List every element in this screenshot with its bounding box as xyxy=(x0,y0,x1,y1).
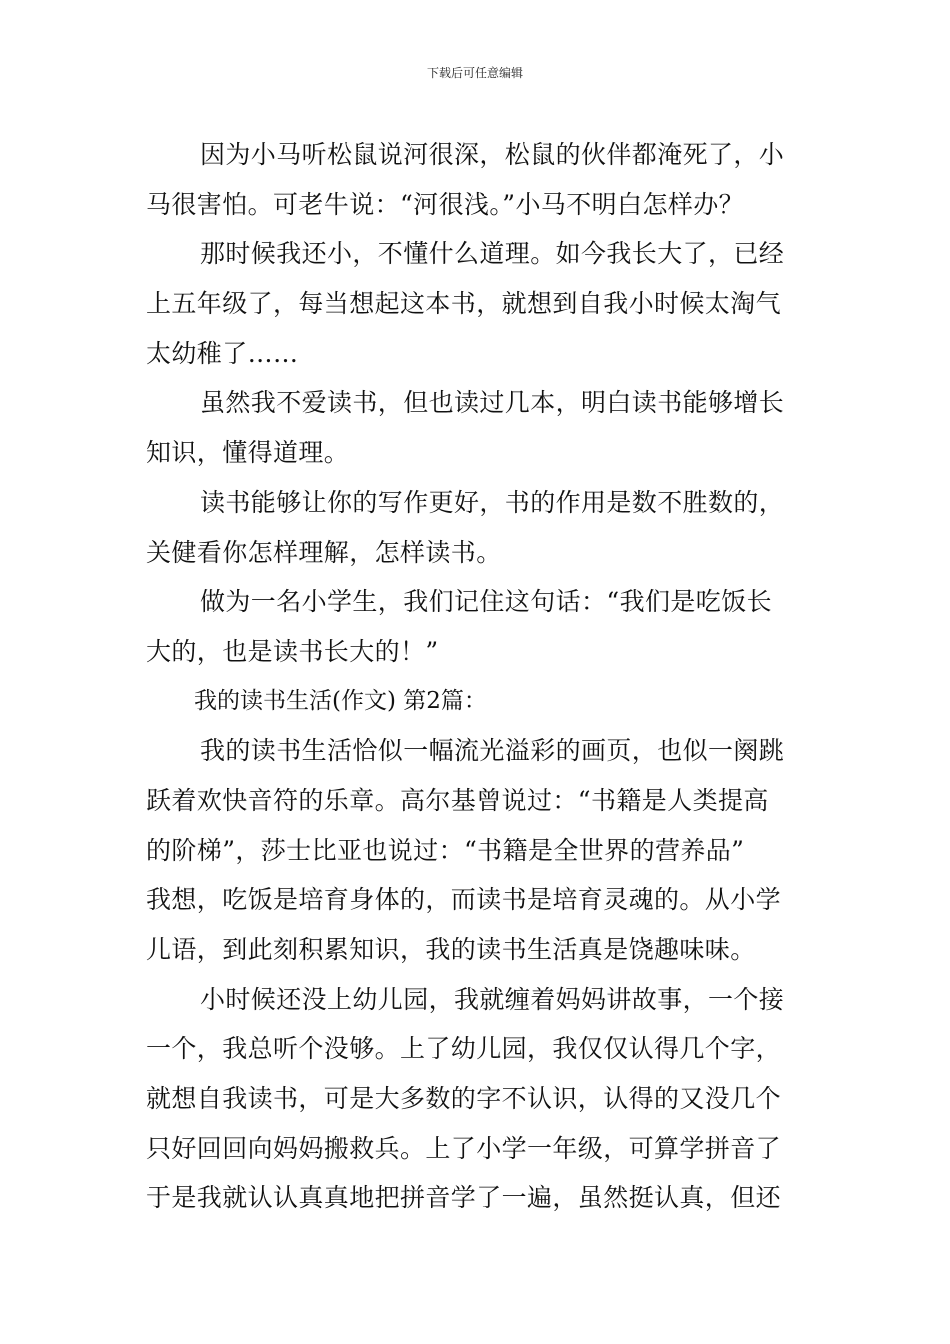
text-line: 做为一名小学生，我们记住这句话：“我们是吃饭长 xyxy=(200,587,772,617)
text-line: 知识，懂得道理。 xyxy=(146,438,350,468)
text-line: 于是我就认认真真地把拼音学了一遍，虽然挺认真，但还 xyxy=(146,1183,782,1213)
text-line: 我的读书生活恰似一幅流光溢彩的画页，也似一阕跳 xyxy=(200,736,785,766)
text-line: 小时候还没上幼儿园，我就缠着妈妈讲故事，一个接 xyxy=(200,984,785,1014)
text-line: 上五年级了，每当想起这本书，就想到自我小时候太淘气 xyxy=(146,289,782,319)
text-line: 读书能够让你的写作更好，书的作用是数不胜数的， xyxy=(200,487,785,517)
text-line: 儿语，到此刻积累知识，我的读书生活真是饶趣味味。 xyxy=(146,935,756,964)
text-line: 马很害怕。可老牛说：“河很浅。”小马不明白怎样办？ xyxy=(146,189,745,219)
text-line: 跃着欢快音符的乐章。高尔基曾说过：“书籍是人类提高 xyxy=(146,785,769,815)
page-header: 下载后可任意编辑 xyxy=(426,66,523,80)
text-line: 只好回回向妈妈搬救兵。上了小学一年级，可算学拼音了 xyxy=(146,1133,782,1163)
text-line: 大的，也是读书长大的！” xyxy=(146,636,439,666)
text-line: 就想自我读书，可是大多数的字不认识，认得的又没几个 xyxy=(146,1084,782,1114)
text-line: 的阶梯”，莎士比亚也说过：“书籍是全世界的营养品” xyxy=(146,835,745,865)
text-line: 虽然我不爱读书，但也读过几本，明白读书能够增长 xyxy=(200,388,785,418)
text-line: 太幼稚了…… xyxy=(146,338,299,368)
document-body xyxy=(146,130,810,1223)
text-line: 一个，我总听个没够。上了幼儿园，我仅仅认得几个字， xyxy=(146,1034,782,1064)
text-line: 因为小马听松鼠说河很深，松鼠的伙伴都淹死了，小 xyxy=(200,140,785,169)
section-heading: 我的读书生活(作文) 第2篇： xyxy=(194,687,487,714)
text-line: 关健看你怎样理解，怎样读书。 xyxy=(146,537,502,567)
text-line: 我想，吃饭是培育身体的，而读书是培育灵魂的。从小学 xyxy=(146,885,782,915)
text-line: 那时候我还小，不懂什么道理。如今我长大了，已经 xyxy=(200,239,785,269)
